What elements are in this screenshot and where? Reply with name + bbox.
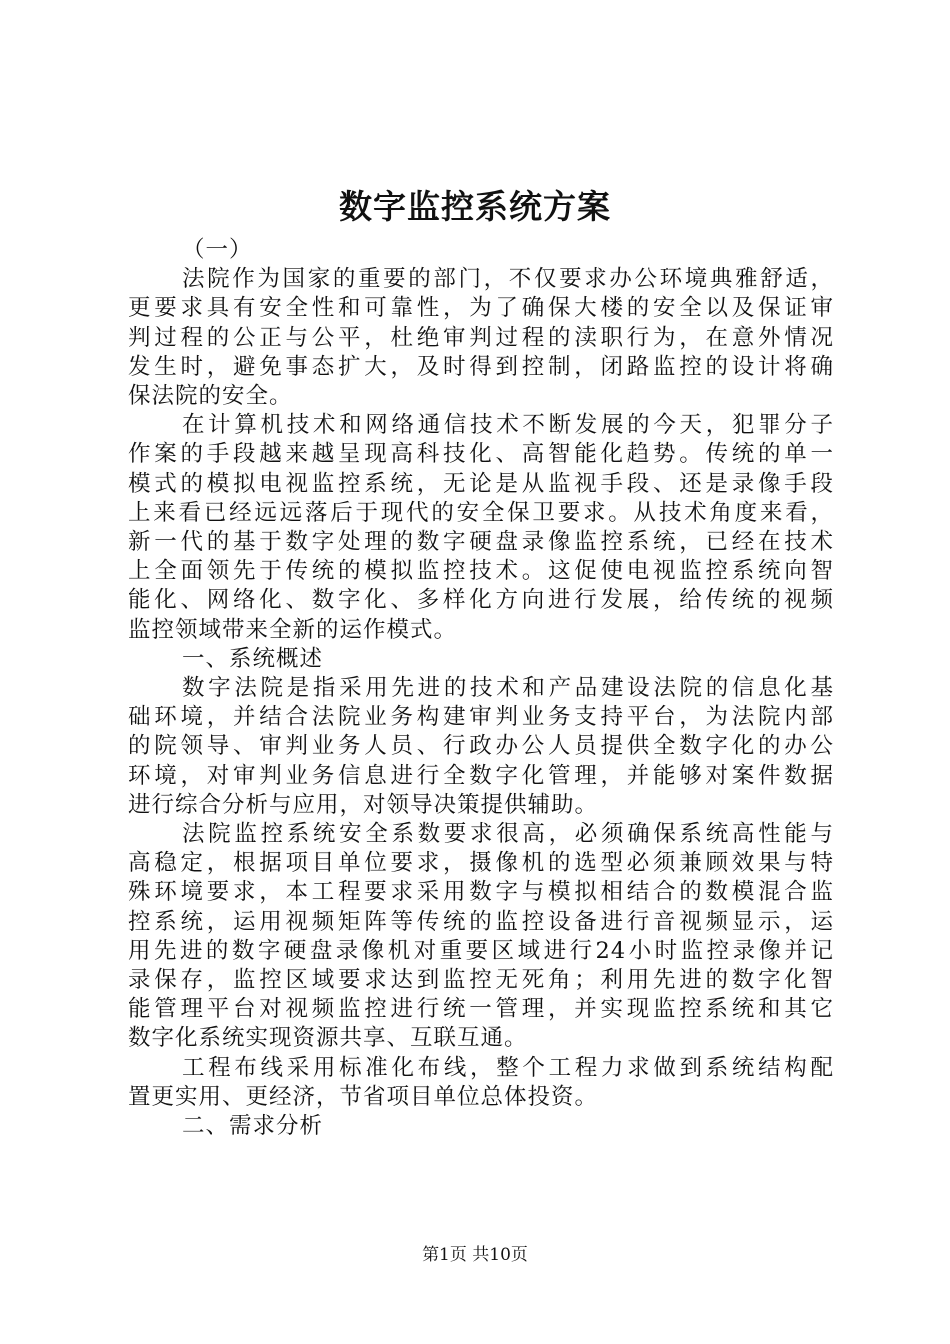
text-line: 录保存，监控区域要求达到监控无死角；利用先进的数字化智 — [128, 967, 834, 994]
text-line: 保法院的安全。 — [128, 383, 293, 410]
page-footer: 第1页 共10页 — [422, 1245, 528, 1265]
document-body — [128, 236, 834, 1141]
paragraph — [128, 411, 834, 645]
text-line: 置更实用、更经济，节省项目单位总体投资。 — [128, 1083, 599, 1110]
text-line: 一、系统概述 — [182, 645, 324, 672]
text-line: （一） — [182, 237, 253, 263]
text-line: 二、需求分析 — [182, 1113, 324, 1140]
section-heading — [128, 1112, 834, 1141]
text-line: 的院领导、审判业务人员、行政办公人员提供全数字化的办公 — [128, 733, 834, 760]
text-line: 上来看已经远远落后于现代的安全保卫要求。从技术角度来看， — [128, 499, 834, 526]
text-line: 能化、网络化、数字化、多样化方向进行发展，给传统的视频 — [128, 587, 834, 614]
text-line: 殊环境要求，本工程要求采用数字与模拟相结合的数模混合监 — [128, 879, 834, 906]
text-line: 作案的手段越来越呈现高科技化、高智能化趋势。传统的单一 — [128, 441, 834, 468]
paragraph — [128, 820, 834, 1054]
text-line: 更要求具有安全性和可靠性，为了确保大楼的安全以及保证审 — [128, 295, 834, 322]
paragraph — [128, 674, 834, 820]
text-line: 模式的模拟电视监控系统，无论是从监视手段、还是录像手段 — [128, 470, 834, 497]
paragraph — [128, 265, 834, 411]
text-line: 用先进的数字硬盘录像机对重要区域进行24小时监控录像并记 — [128, 937, 834, 964]
text-line: 能管理平台对视频监控进行统一管理，并实现监控系统和其它 — [128, 996, 834, 1023]
text-line: 上全面领先于传统的模拟监控技术。这促使电视监控系统向智 — [128, 558, 834, 585]
paragraph — [128, 1054, 834, 1112]
text-line: 监控领域带来全新的运作模式。 — [128, 616, 458, 643]
text-line: 新一代的基于数字处理的数字硬盘录像监控系统，已经在技术 — [128, 529, 834, 556]
text-line: 进行综合分析与应用，对领导决策提供辅助。 — [128, 791, 599, 818]
text-line: 法院作为国家的重要的部门，不仅要求办公环境典雅舒适， — [182, 266, 834, 293]
text-line: 环境，对审判业务信息进行全数字化管理，并能够对案件数据 — [128, 762, 834, 789]
section-heading — [128, 236, 834, 265]
text-line: 发生时，避免事态扩大，及时得到控制，闭路监控的设计将确 — [128, 353, 834, 380]
text-line: 工程布线采用标准化布线，整个工程力求做到系统结构配 — [182, 1054, 834, 1081]
text-line: 在计算机技术和网络通信技术不断发展的今天，犯罪分子 — [182, 412, 834, 439]
section-heading — [128, 645, 834, 674]
text-line: 法院监控系统安全系数要求很高，必须确保系统高性能与 — [182, 821, 834, 848]
text-line: 数字法院是指采用先进的技术和产品建设法院的信息化基 — [182, 675, 834, 702]
document-title: 数字监控系统方案 — [339, 187, 611, 226]
text-line: 高稳定，根据项目单位要求，摄像机的选型必须兼顾效果与特 — [128, 850, 834, 877]
text-line: 判过程的公正与公平，杜绝审判过程的渎职行为，在意外情况 — [128, 324, 834, 351]
text-line: 数字化系统实现资源共享、互联互通。 — [128, 1025, 528, 1052]
text-line: 础环境，并结合法院业务构建审判业务支持平台，为法院内部 — [128, 704, 834, 731]
text-line: 控系统，运用视频矩阵等传统的监控设备进行音视频显示，运 — [128, 908, 834, 935]
